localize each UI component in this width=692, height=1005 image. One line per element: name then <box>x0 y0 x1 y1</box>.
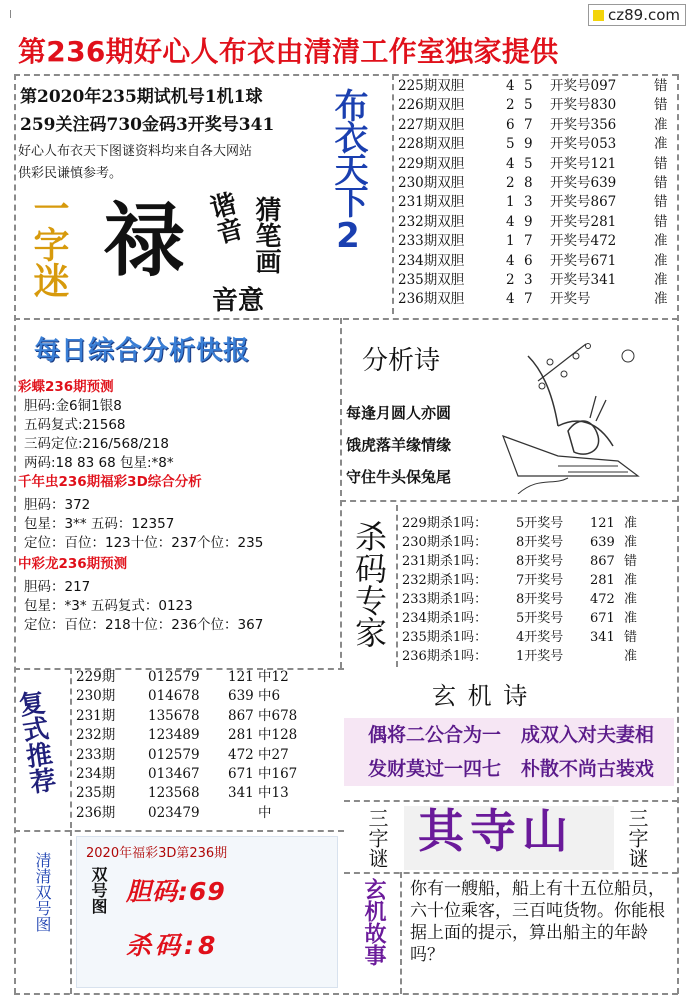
compound-row <box>76 687 336 706</box>
history-result: 错 <box>654 175 668 192</box>
history-dan2: 9 <box>524 136 533 153</box>
trial-line-2: 259关注码730金码3开奖号341 <box>20 115 275 135</box>
history-result: 错 <box>654 155 668 172</box>
kill-period: 236期杀1吗： <box>402 649 488 664</box>
poem-line-2: 饿虎落羊缘情缘 <box>346 436 452 454</box>
history-row <box>398 77 674 96</box>
compound-row <box>76 765 336 784</box>
section2-line2: 包星：3** 五码：12357 <box>24 516 175 532</box>
section2-line3: 定位：百位：123十位：237个位：235 <box>24 535 264 551</box>
compound-result: 中 <box>258 804 272 821</box>
history-dan2: 3 <box>524 272 533 289</box>
history-award: 开奖号356 <box>550 116 617 133</box>
history-dan1: 4 <box>506 213 515 230</box>
section1-line3: 三码定位:216/568/218 <box>24 436 169 452</box>
compound-award: 472 <box>228 746 254 763</box>
history-period: 233期双胆 <box>398 233 465 250</box>
corner-mark <box>10 10 11 18</box>
history-period: 228期双胆 <box>398 136 465 153</box>
history-dan1: 2 <box>506 97 515 114</box>
kill-award: 5开奖号 <box>516 516 564 531</box>
compound-numbers: 123568 <box>148 785 200 802</box>
compound-numbers: 013467 <box>148 766 200 783</box>
history-result: 准 <box>654 233 668 250</box>
history-award: 开奖号281 <box>550 213 617 230</box>
history-award: 开奖号472 <box>550 233 617 250</box>
kill-period: 230期杀1吗： <box>402 535 488 550</box>
compound-period: 235期 <box>76 785 116 802</box>
kill-result: 准 <box>624 611 638 626</box>
kill-number: 671 <box>590 611 615 626</box>
riddle-hint-col-2: 猜笔画 <box>251 196 281 274</box>
compound-result: 中13 <box>258 785 289 802</box>
riddle-hint-col-3: 音意 <box>212 286 265 316</box>
history-award: 开奖号097 <box>550 78 617 94</box>
site-watermark <box>588 4 686 26</box>
trial-line-1: 第2020年235期试机号1机1球 <box>20 87 263 107</box>
mystery-poem-title: 玄 机 诗 <box>432 682 530 710</box>
history-dan1: 4 <box>506 291 515 308</box>
compound-award: 341 <box>228 785 254 802</box>
kill-award: 4开奖号 <box>516 630 564 645</box>
compound-period: 236期 <box>76 804 116 821</box>
compound-period: 234期 <box>76 766 116 783</box>
double-kill-code: 杀码:8 <box>126 931 220 960</box>
history-award: 开奖号341 <box>550 272 617 289</box>
compound-award: 281 <box>228 727 254 744</box>
mystery-poem-line-2: 发财莫过一四七 朴散不尚古装戏 <box>344 752 674 786</box>
kill-period: 231期杀1吗： <box>402 554 488 569</box>
kill-row <box>402 533 674 552</box>
compound-period: 232期 <box>76 727 116 744</box>
kill-period: 229期杀1吗： <box>402 516 488 531</box>
history-row <box>398 155 674 174</box>
kill-period: 232期杀1吗： <box>402 573 488 588</box>
kill-award: 5开奖号 <box>516 611 564 626</box>
kill-period: 233期杀1吗： <box>402 592 488 607</box>
kill-award: 7开奖号 <box>516 573 564 588</box>
history-dan1: 5 <box>506 136 515 153</box>
compound-period: 233期 <box>76 746 116 763</box>
history-result: 错 <box>654 78 668 94</box>
kill-number: 639 <box>590 535 615 550</box>
history-dan2: 7 <box>524 116 533 133</box>
history-award: 开奖号867 <box>550 194 617 211</box>
history-period: 227期双胆 <box>398 116 465 133</box>
history-dan2: 6 <box>524 252 533 269</box>
history-result: 错 <box>654 194 668 211</box>
history-dan2: 8 <box>524 175 533 192</box>
history-dan1: 4 <box>506 155 515 172</box>
history-dan2: 9 <box>524 213 533 230</box>
kill-row <box>402 590 674 609</box>
riddle-hint-col-1: 谐音 <box>202 189 246 247</box>
history-dan1: 1 <box>506 194 515 211</box>
history-dan1: 1 <box>506 233 515 250</box>
section1-line1: 胆码:金6铜1银8 <box>24 398 122 414</box>
history-period: 230期双胆 <box>398 175 465 192</box>
history-period: 236期双胆 <box>398 291 465 308</box>
riddle-one-character: 一字迷 <box>28 190 69 298</box>
section1-title: 彩蝶236期预测 <box>18 379 114 395</box>
compound-row <box>76 668 336 687</box>
history-table <box>398 77 674 310</box>
history-dan1: 4 <box>506 252 515 269</box>
section3-line2: 包星：*3* 五码复式：0123 <box>24 598 193 614</box>
compound-result: 中128 <box>258 727 298 744</box>
history-result: 错 <box>654 97 668 114</box>
history-award: 开奖号 <box>550 291 591 308</box>
kill-result: 准 <box>624 592 638 607</box>
compound-award: 867 <box>228 707 254 724</box>
section3-line3: 定位：百位：218十位：236个位：367 <box>24 617 264 633</box>
section3-line1: 胆码：217 <box>24 579 91 595</box>
history-period: 232期双胆 <box>398 213 465 230</box>
compound-result: 中678 <box>258 707 298 724</box>
kill-result: 错 <box>624 630 638 645</box>
double-chart-label: 清清双号图 <box>33 852 52 932</box>
compound-recommend-label: 复式推荐 <box>12 688 58 796</box>
compound-numbers: 135678 <box>148 707 200 724</box>
double-chart-side-label: 双号图 <box>89 866 108 914</box>
kill-number: 121 <box>590 516 615 531</box>
history-period: 226期双胆 <box>398 97 465 114</box>
kill-result: 错 <box>624 554 638 569</box>
history-award: 开奖号639 <box>550 175 617 192</box>
kill-period: 235期杀1吗： <box>402 630 488 645</box>
compound-period: 229期 <box>76 669 116 685</box>
daily-report-title: 每日综合分析快报 <box>34 336 251 366</box>
compound-award: 639 <box>228 688 254 705</box>
history-row <box>398 232 674 251</box>
trial-note-2: 供彩民谦慎参考。 <box>18 166 123 181</box>
watermark-text: cz89.com <box>608 6 681 24</box>
kill-row <box>402 514 674 533</box>
history-row <box>398 290 674 309</box>
compound-period: 231期 <box>76 707 116 724</box>
compound-result: 中12 <box>258 669 289 685</box>
section2-title: 千年虫236期福彩3D综合分析 <box>18 474 202 490</box>
history-period: 225期双胆 <box>398 78 465 94</box>
compound-award: 121 <box>228 669 254 685</box>
section1-line2: 五码复式:21568 <box>24 417 126 433</box>
kill-number: 867 <box>590 554 615 569</box>
section1-line4: 两码:18 83 68 包星:*8* <box>24 455 174 471</box>
kill-number: 281 <box>590 573 615 588</box>
history-dan1: 2 <box>506 175 515 192</box>
history-row <box>398 135 674 154</box>
history-row <box>398 174 674 193</box>
history-dan2: 7 <box>524 291 533 308</box>
kill-row <box>402 552 674 571</box>
history-period: 235期双胆 <box>398 272 465 289</box>
kill-result: 准 <box>624 649 638 664</box>
compound-row <box>76 707 336 726</box>
history-period: 234期双胆 <box>398 252 465 269</box>
poem-line-1: 每逢月圆人亦圆 <box>346 404 452 422</box>
kill-award: 8开奖号 <box>516 535 564 550</box>
history-dan2: 7 <box>524 233 533 250</box>
kill-result: 准 <box>624 573 638 588</box>
kill-result: 准 <box>624 535 638 550</box>
history-row <box>398 193 674 212</box>
page-title: 第236期好心人布衣由清清工作室独家提供 <box>18 35 559 68</box>
history-award: 开奖号671 <box>550 252 617 269</box>
kill-table <box>402 514 674 666</box>
history-row <box>398 271 674 290</box>
mystery-story-text: 你有一艘船，船上有十五位船员，六十位乘客，三百吨货物。你能根据上面的提示，算出船主的年龄吗？ <box>410 879 665 965</box>
double-chart-title: 2020年福彩3D第236期 <box>86 846 228 861</box>
history-result: 准 <box>654 252 668 269</box>
history-result: 准 <box>654 272 668 289</box>
kill-award: 8开奖号 <box>516 592 564 607</box>
history-dan1: 4 <box>506 78 515 94</box>
double-dan-code: 胆码:69 <box>126 877 226 906</box>
brand-vertical-text: 布衣天下2 <box>328 88 368 254</box>
kill-award: 8开奖号 <box>516 554 564 569</box>
compound-table <box>76 668 336 823</box>
compound-row <box>76 784 336 803</box>
kill-number: 472 <box>590 592 615 607</box>
history-dan1: 6 <box>506 116 515 133</box>
history-row <box>398 96 674 115</box>
kill-expert-label: 杀码专家 <box>350 520 388 648</box>
history-dan1: 2 <box>506 272 515 289</box>
history-result: 准 <box>654 136 668 153</box>
compound-numbers: 123489 <box>148 727 200 744</box>
compound-numbers: 012579 <box>148 746 200 763</box>
kill-award: 1开奖号 <box>516 649 564 664</box>
kill-row <box>402 628 674 647</box>
compound-numbers: 012579 <box>148 669 200 685</box>
section3-title: 中彩龙236期预测 <box>18 556 128 572</box>
history-result: 准 <box>654 116 668 133</box>
compound-period: 230期 <box>76 688 116 705</box>
daily-analysis-block <box>18 378 338 635</box>
compound-award: 671 <box>228 766 254 783</box>
history-row <box>398 213 674 232</box>
logo-square-icon <box>593 10 604 21</box>
compound-result: 中167 <box>258 766 298 783</box>
kill-row <box>402 647 674 666</box>
kill-row <box>402 609 674 628</box>
history-result: 错 <box>654 213 668 230</box>
history-result: 准 <box>654 291 668 308</box>
compound-numbers: 014678 <box>148 688 200 705</box>
kill-row <box>402 571 674 590</box>
history-dan2: 5 <box>524 155 533 172</box>
compound-row <box>76 726 336 745</box>
history-row <box>398 116 674 135</box>
trial-note-1: 好心人布衣天下图谜资料均来自各大网站 <box>18 144 253 159</box>
riddle-main-character: 禄 <box>104 194 184 287</box>
kill-number: 341 <box>590 630 615 645</box>
compound-row <box>76 804 336 823</box>
history-row <box>398 252 674 271</box>
riddle3-left-label: 三字谜 <box>365 808 389 868</box>
history-award: 开奖号121 <box>550 155 617 172</box>
compound-row <box>76 746 336 765</box>
kill-period: 234期杀1吗： <box>402 611 488 626</box>
riddle3-main-text: 其寺山 <box>418 804 574 858</box>
history-award: 开奖号053 <box>550 136 617 153</box>
kill-result: 准 <box>624 516 638 531</box>
mystery-story-label: 玄机故事 <box>361 878 386 966</box>
compound-result: 中6 <box>258 688 281 705</box>
section2-line1: 胆码：372 <box>24 497 91 513</box>
compound-result: 中27 <box>258 746 289 763</box>
riddle3-right-label: 三字谜 <box>625 808 649 868</box>
ink-painting-illustration <box>498 326 648 494</box>
poem-title: 分析诗 <box>362 346 441 376</box>
history-period: 229期双胆 <box>398 155 465 172</box>
history-dan2: 5 <box>524 78 533 94</box>
history-award: 开奖号830 <box>550 97 617 114</box>
history-dan2: 5 <box>524 97 533 114</box>
compound-numbers: 023479 <box>148 804 200 821</box>
history-dan2: 3 <box>524 194 533 211</box>
mystery-poem-line-1: 偶将二公合为一 成双入对夫妻相 <box>344 718 674 752</box>
history-period: 231期双胆 <box>398 194 465 211</box>
poem-line-3: 守住牛头保兔尾 <box>346 468 452 486</box>
